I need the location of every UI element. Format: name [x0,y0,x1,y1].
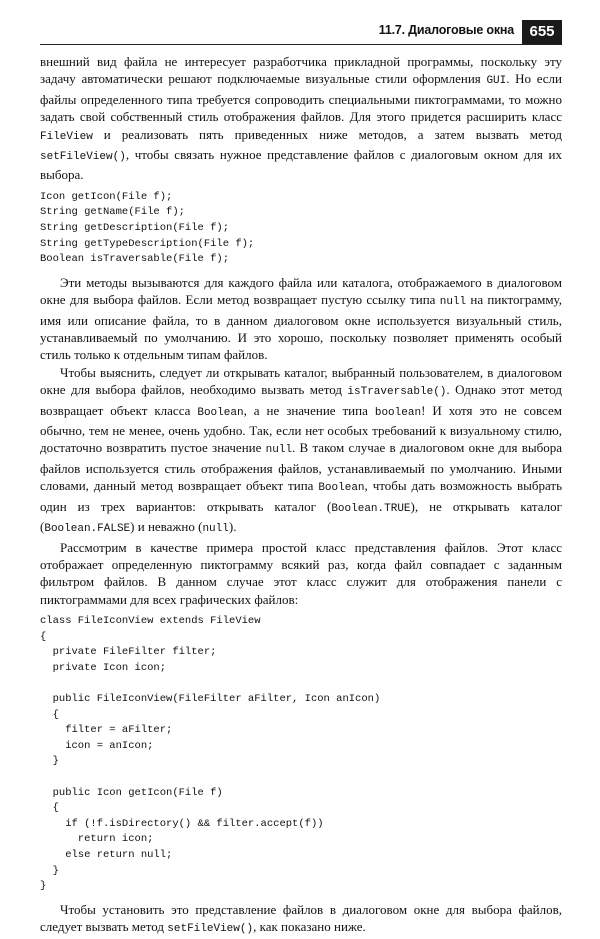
text-run: внешний вид файла не интересует разработчика прикладной программы, поскольку эту задачу автоматически решают подключаемые визуальные стили оформления [40,54,562,87]
inline-code: Boolean.FALSE [44,523,131,536]
inline-code: Boolean [318,482,365,495]
text-run: ) и неважно ( [130,519,203,535]
paragraph-4 [40,539,562,609]
text-run: на пиктограмму, имя или описание файла, то в данном диалоговом окне используется визуальный стиль, устанавливаемый по умолчанию. И это хорошо, поскольку позволяет применять особый стиль только к отдельным типам файлов. [40,292,562,363]
text-run: ), не открывать каталог ( [40,498,562,535]
text-run: Рассмотрим в качестве примера простой класс представления файлов. Этот класс отображает определенную пиктограмму всякий раз, когда файл совпадает с заданным фильтром файлов. В данном случае этот класс служит для отображения панели с пиктограммами для всех графических файлов: [40,539,562,607]
page-body [40,53,562,939]
text-run: Чтобы установить это представление файлов в диалоговом окне для выбора файлов, следует вызвать метод [40,901,562,935]
text-run: , а не значение типа [243,402,375,418]
text-run: , чтобы связать нужное представление файлов с диалоговым окном для их выбора. [40,147,562,183]
inline-code: null [439,296,467,309]
page-number: 655 [522,20,562,44]
text-run: . Однако этот метод возвращает объект класса [40,382,562,418]
text-run: ). [228,519,237,535]
inline-code: GUI [486,75,507,88]
paragraph-5 [40,901,562,939]
running-header [40,20,562,45]
inline-code: null [265,444,293,457]
paragraph-3 [40,364,562,539]
inline-code: null [202,523,229,536]
paragraph-1 [40,53,562,184]
code-block-file-icon-view: class FileIconView extends FileView { private FileFilter filter; private Icon icon; public FileIconView(FileFilter aFilter, Icon anIcon) { filter = aFilter; icon = anIcon; } public Icon getIcon(File f) { if (!f.isDirectory() && filter.accept(f)) return icon; else return null; } } [40,615,381,893]
inline-code: isTraversable() [347,386,447,399]
text-run: Эти методы вызываются для каждого файла или каталога, отображаемого в диалоговом окне для выбора файлов. Если метод возвращает пустую ссылку типа [40,274,562,308]
inline-code: setFileView() [40,151,126,164]
inline-code: boolean [374,406,422,419]
inline-code: Boolean [197,406,244,419]
inline-code: setFileView() [167,923,254,936]
section-title: 11.7. Диалоговые окна [378,23,514,37]
inline-code: FileView [40,130,93,143]
code-block-method-signatures: Icon getIcon(File f); String getName(File f); String getDescription(File f); String getTypeDescription(File f); Boolean isTraversable(File f); [40,190,255,266]
text-run: и реализовать пять приведенных ниже методов, а затем вызвать метод [92,126,562,142]
text-run: Чтобы выяснить, следует ли открывать каталог, выбранный пользователем, в диалоговом окне для выбора файлов, необходимо вызвать метод [40,364,562,398]
text-run: ! И хотя это не совсем обычно, тем не менее, очень удобно. Так, если нет особых требований к визуальному стилю, достаточно возвратить пустое значение [40,402,562,456]
text-run: . В таком случае в диалоговом окне для выбора файлов используется стиль отображения файлов, устанавливаемый по умолчанию. Иными словами, данный метод возвращает объект типа [40,440,563,494]
paragraph-2 [40,274,562,364]
text-run: . Но если файлы определенного типа требуется сопроводить специальными пиктограммами, то можно задать свой собственный стиль отображения файлов. Для этого придется расширить класс [40,71,563,125]
text-run: , как показано ниже. [253,919,366,935]
inline-code: Boolean.TRUE [331,502,411,515]
text-run: , чтобы дать возможность выбрать один из трех вариантов: открывать каталог ( [40,478,562,514]
